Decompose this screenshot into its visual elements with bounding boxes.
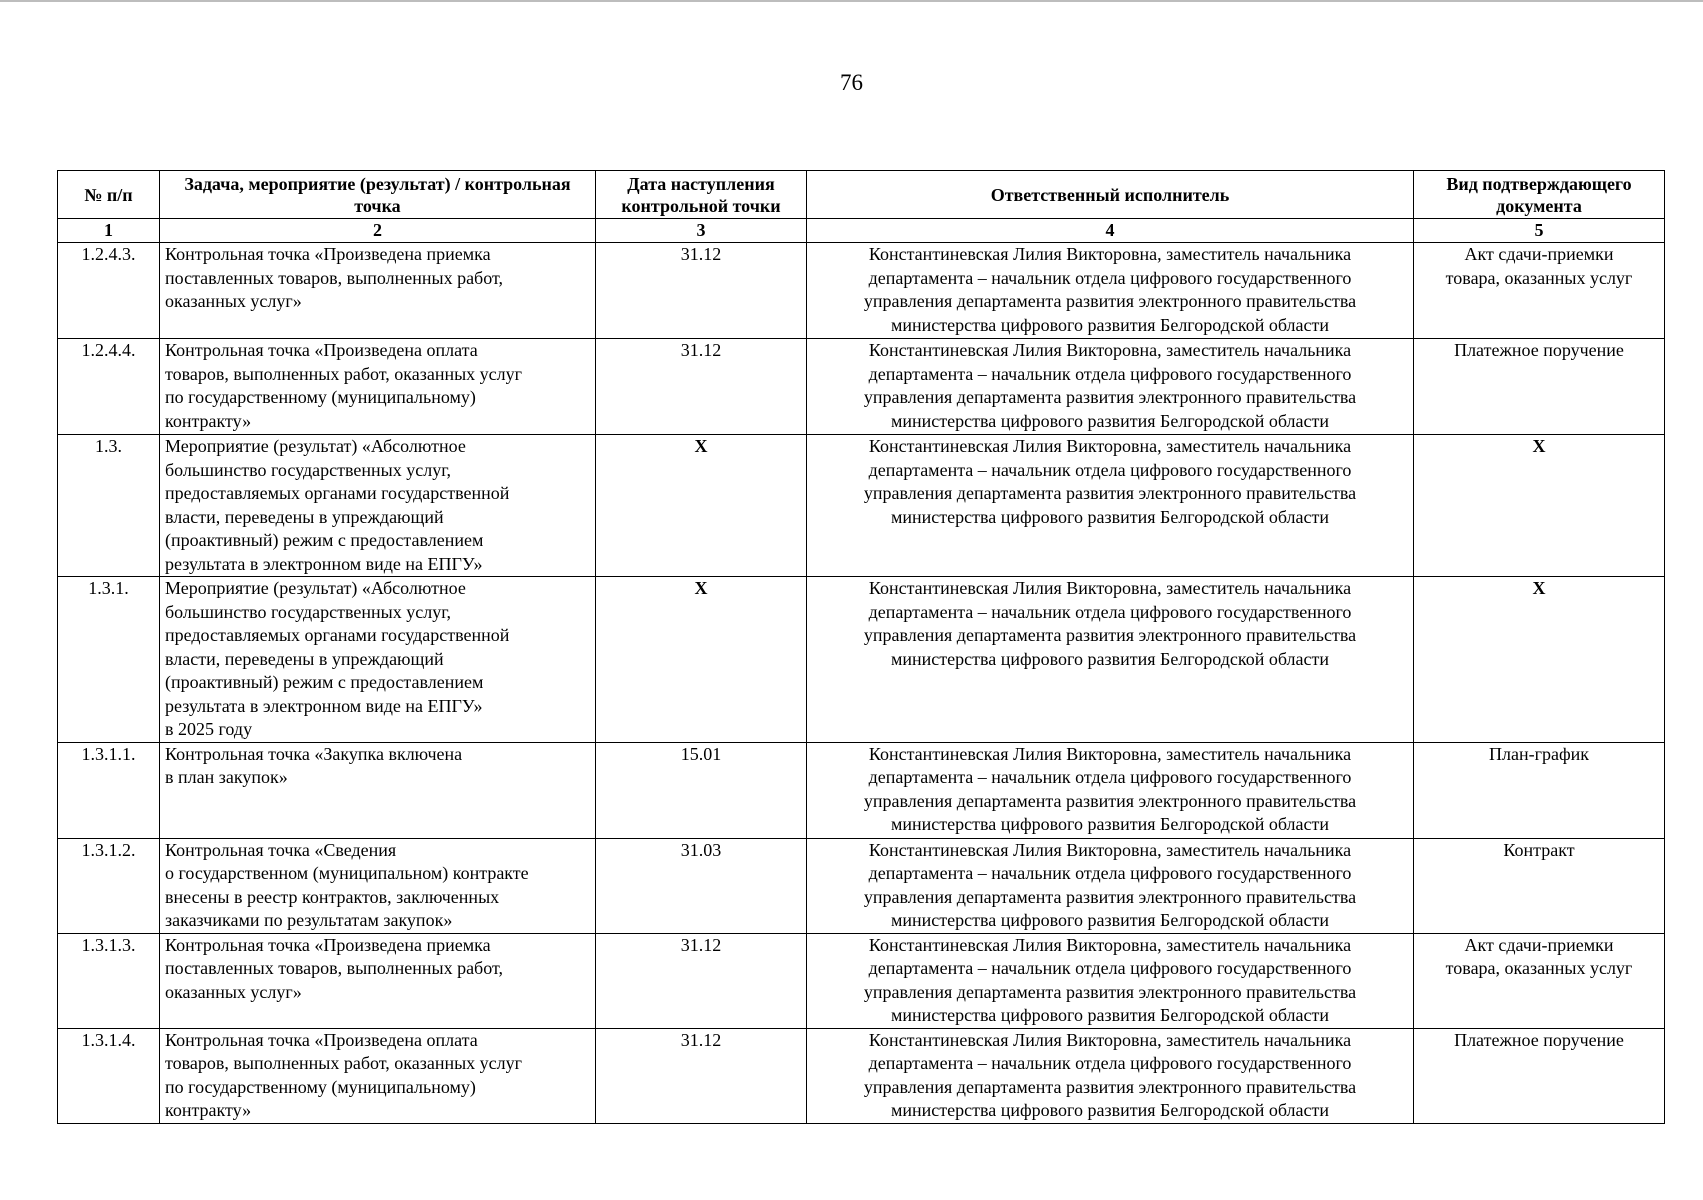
column-numbers-row: [58, 219, 1665, 243]
row-number: 1.3.: [58, 435, 160, 577]
row-number: 1.2.4.3.: [58, 243, 160, 339]
row-date: Х: [596, 435, 807, 577]
row-number: 1.3.1.4.: [58, 1028, 160, 1123]
row-task: Контрольная точка «Произведена оплата товаров, выполненных работ, оказанных услуг по государственному (муниципальному) контракту»: [160, 1028, 596, 1123]
row-task: Контрольная точка «Произведена приемка поставленных товаров, выполненных работ, оказанных услуг»: [160, 243, 596, 339]
column-number-4: 4: [807, 219, 1414, 243]
row-executor: Константиневская Лилия Викторовна, заместитель начальника департамента – начальник отдела цифрового государственного управления департамента развития электронного правительства министерства цифрового развития Белгородской области: [807, 1028, 1414, 1123]
row-number: 1.3.1.1.: [58, 742, 160, 838]
row-executor: Константиневская Лилия Викторовна, заместитель начальника департамента – начальник отдела цифрового государственного управления департамента развития электронного правительства министерства цифрового развития Белгородской области: [807, 339, 1414, 435]
row-executor: Константиневская Лилия Викторовна, заместитель начальника департамента – начальник отдела цифрового государственного управления департамента развития электронного правительства министерства цифрового развития Белгородской области: [807, 435, 1414, 577]
row-task: Контрольная точка «Произведена оплата товаров, выполненных работ, оказанных услуг по государственному (муниципальному) контракту»: [160, 339, 596, 435]
row-document: Акт сдачи-приемки товара, оказанных услуг: [1414, 243, 1665, 339]
row-task: Контрольная точка «Произведена приемка поставленных товаров, выполненных работ, оказанных услуг»: [160, 933, 596, 1028]
header-executor: Ответственный исполнитель: [807, 171, 1414, 219]
column-number-2: 2: [160, 219, 596, 243]
table-row: [58, 435, 1665, 577]
row-date: 31.03: [596, 838, 807, 933]
row-task: Контрольная точка «Сведения о государственном (муниципальном) контракте внесены в реестр контрактов, заключенных заказчиками по результатам закупок»: [160, 838, 596, 933]
column-number-5: 5: [1414, 219, 1665, 243]
row-number: 1.2.4.4.: [58, 339, 160, 435]
row-task: Мероприятие (результат) «Абсолютное большинство государственных услуг, предоставляемых органами государственной власти, переведены в упреждающий (проактивный) режим с предоставлением результата в электронном виде на ЕПГУ»: [160, 435, 596, 577]
row-date: 15.01: [596, 742, 807, 838]
row-document: Контракт: [1414, 838, 1665, 933]
row-number: 1.3.1.2.: [58, 838, 160, 933]
row-document: Х: [1414, 577, 1665, 743]
table-row: [58, 838, 1665, 933]
row-task: Мероприятие (результат) «Абсолютное большинство государственных услуг, предоставляемых органами государственной власти, переведены в упреждающий (проактивный) режим с предоставлением результата в электронном виде на ЕПГУ» в 2025 году: [160, 577, 596, 743]
row-document: Акт сдачи-приемки товара, оказанных услуг: [1414, 933, 1665, 1028]
header-task: Задача, мероприятие (результат) / контрольная точка: [160, 171, 596, 219]
row-executor: Константиневская Лилия Викторовна, заместитель начальника департамента – начальник отдела цифрового государственного управления департамента развития электронного правительства министерства цифрового развития Белгородской области: [807, 933, 1414, 1028]
table-row: [58, 577, 1665, 743]
table-row: [58, 243, 1665, 339]
row-executor: Константиневская Лилия Викторовна, заместитель начальника департамента – начальник отдела цифрового государственного управления департамента развития электронного правительства министерства цифрового развития Белгородской области: [807, 577, 1414, 743]
column-number-1: 1: [58, 219, 160, 243]
header-date: Дата наступления контрольной точки: [596, 171, 807, 219]
table-row: [58, 339, 1665, 435]
row-date: Х: [596, 577, 807, 743]
row-date: 31.12: [596, 933, 807, 1028]
table-row: [58, 742, 1665, 838]
row-executor: Константиневская Лилия Викторовна, заместитель начальника департамента – начальник отдела цифрового государственного управления департамента развития электронного правительства министерства цифрового развития Белгородской области: [807, 243, 1414, 339]
row-date: 31.12: [596, 243, 807, 339]
table-row: [58, 1028, 1665, 1123]
row-document: Х: [1414, 435, 1665, 577]
row-document: Платежное поручение: [1414, 1028, 1665, 1123]
row-executor: Константиневская Лилия Викторовна, заместитель начальника департамента – начальник отдела цифрового государственного управления департамента развития электронного правительства министерства цифрового развития Белгородской области: [807, 742, 1414, 838]
row-date: 31.12: [596, 339, 807, 435]
column-number-3: 3: [596, 219, 807, 243]
table-header-row: [58, 171, 1665, 219]
plan-table: [57, 170, 1665, 1124]
page-top-edge: [0, 0, 1703, 2]
row-task: Контрольная точка «Закупка включена в план закупок»: [160, 742, 596, 838]
table-row: [58, 933, 1665, 1028]
header-document: Вид подтверждающего документа: [1414, 171, 1665, 219]
row-number: 1.3.1.: [58, 577, 160, 743]
header-number: № п/п: [58, 171, 160, 219]
row-executor: Константиневская Лилия Викторовна, заместитель начальника департамента – начальник отдела цифрового государственного управления департамента развития электронного правительства министерства цифрового развития Белгородской области: [807, 838, 1414, 933]
row-number: 1.3.1.3.: [58, 933, 160, 1028]
row-document: Платежное поручение: [1414, 339, 1665, 435]
row-date: 31.12: [596, 1028, 807, 1123]
row-document: План-график: [1414, 742, 1665, 838]
page-number: 76: [840, 70, 863, 95]
